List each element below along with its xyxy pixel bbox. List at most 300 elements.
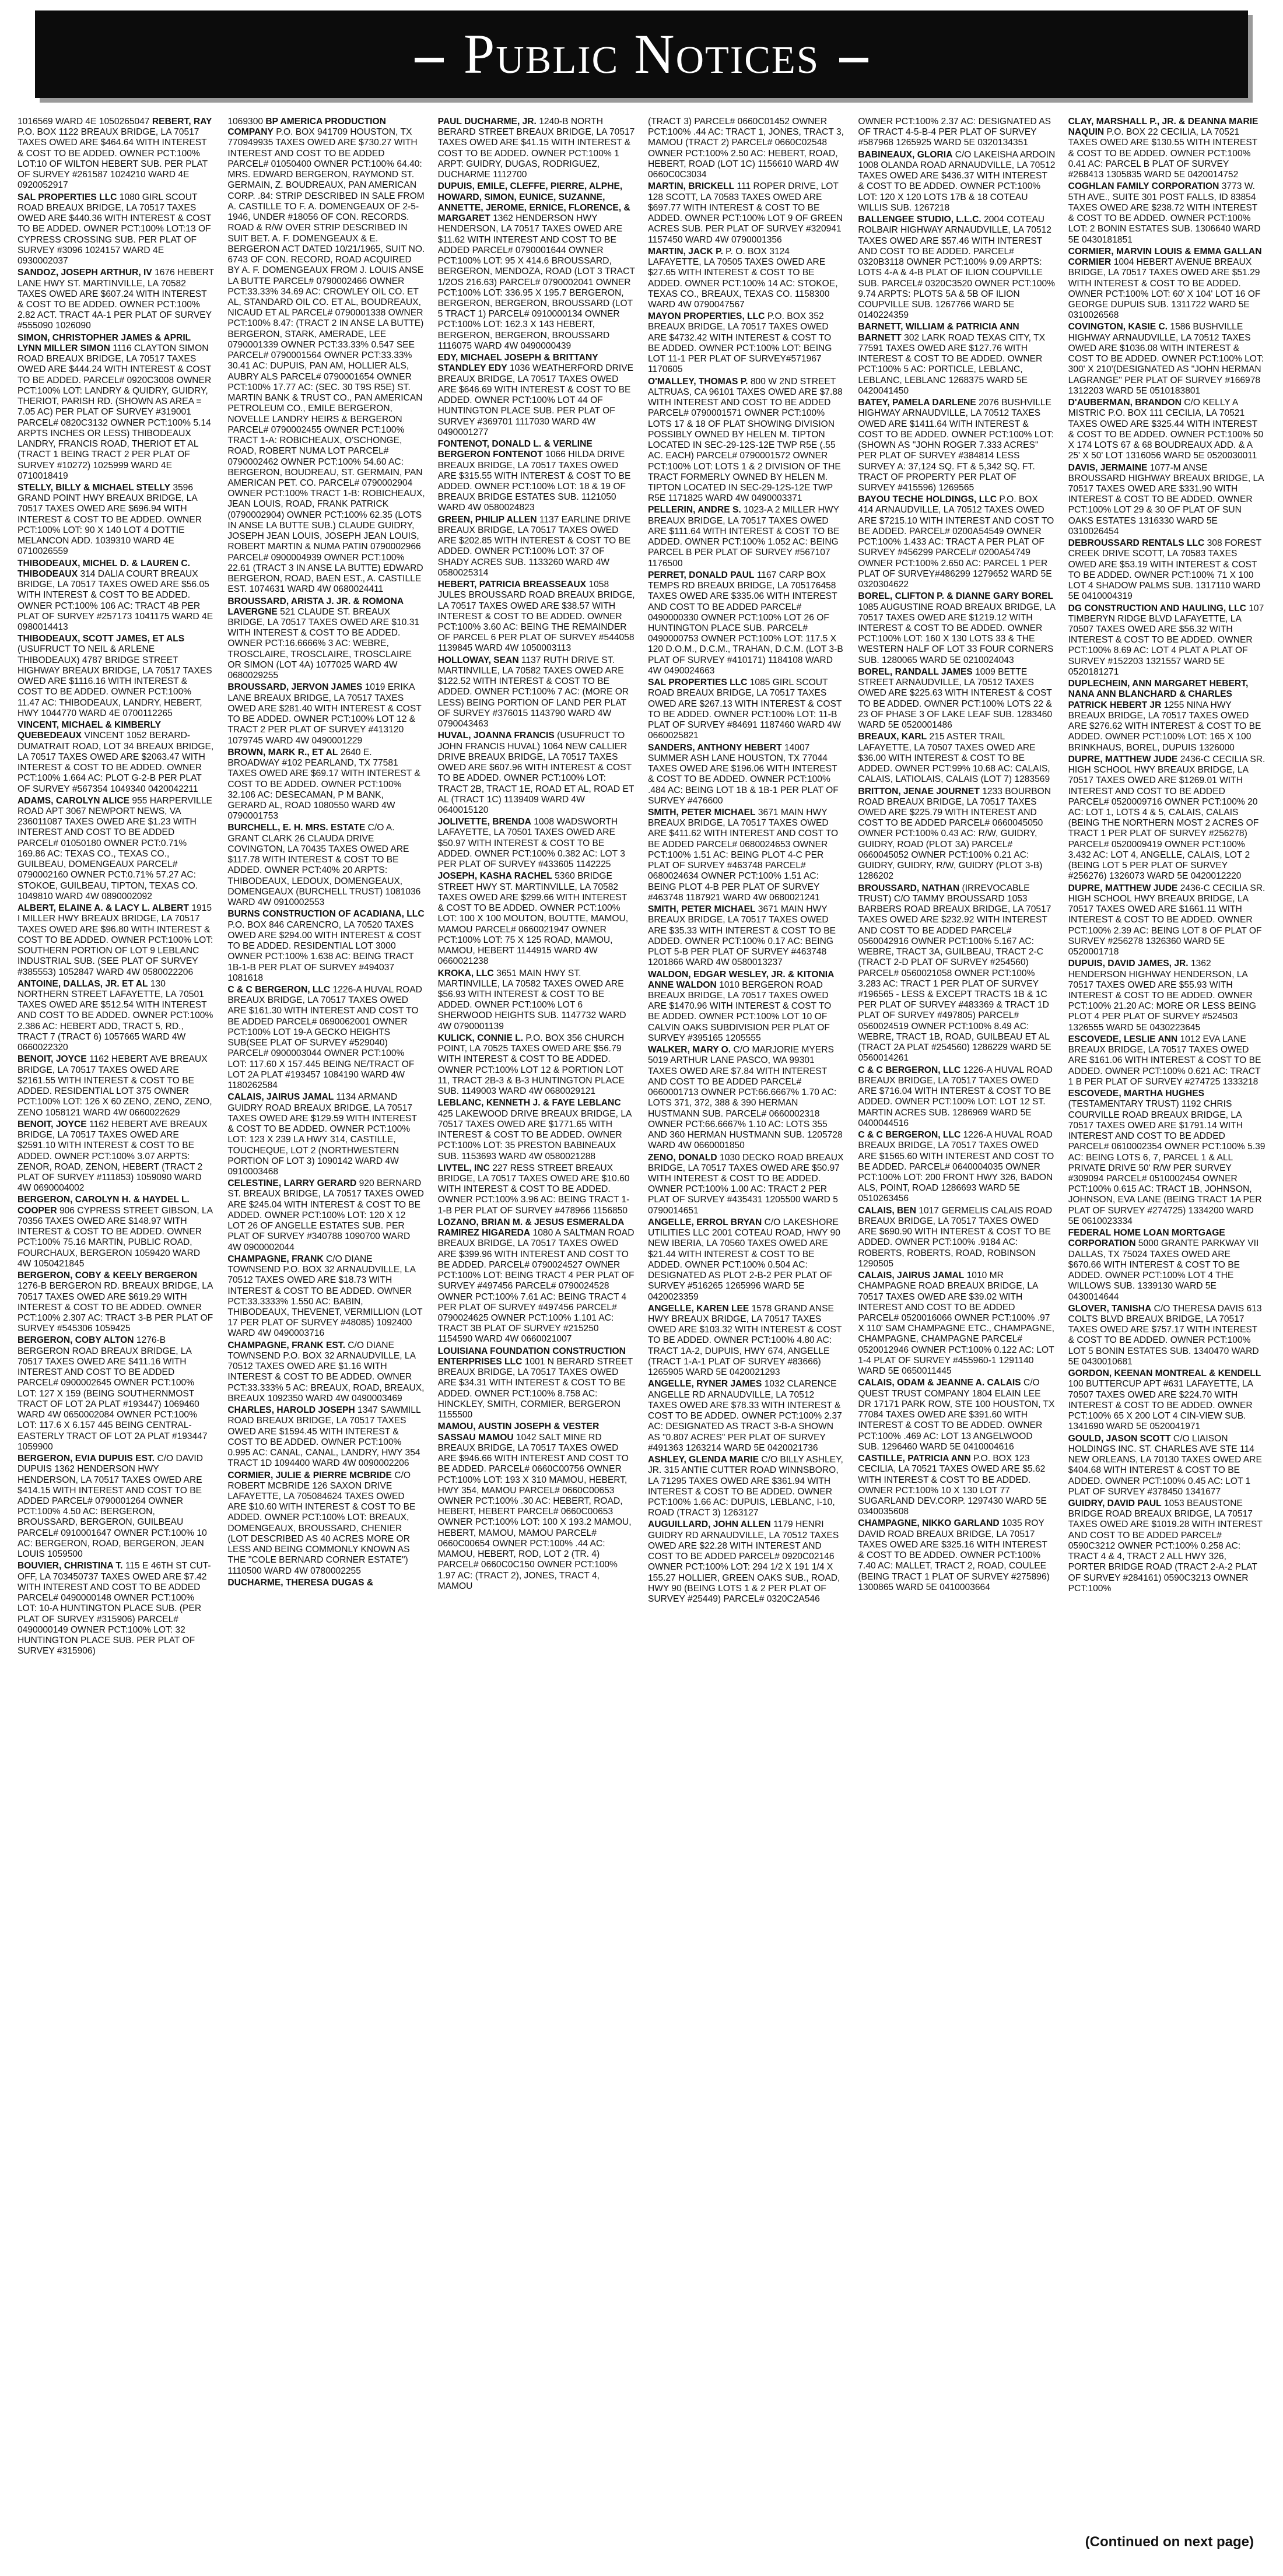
notice-entry-text: P.O. BOX 356 CHURCH POINT, LA 70525 TAXES OWED ARE $56.79 WITH INTEREST & COST TO BE ADDED. OWNER PCT:100% LOT 12 & PORTION LOT 11, TRACT 2B-3 & B-3 HUNTINGTON PLACE SUB. 1149003 WARD 4W 0680029121 <box>437 1033 625 1097</box>
notice-entry-name: SMITH, PETER MICHAEL <box>648 808 756 817</box>
notice-entry <box>17 333 215 482</box>
notice-entry-text: C/O LAKEISHA ARDOIN 1008 OLANDA ROAD ARNAUDVILLE, LA 70512 TAXES OWED ARE $436.37 WITH INTEREST & COST TO BE ADDED. OWNER PCT:100% LOT: 120 X 120 LOTS 17B & 18 COTEAU WILLIS SUB. 1267218 <box>858 149 1056 213</box>
notice-entry-text: 1008 WADSWORTH LAFAYETTE, LA 70501 TAXES OWED ARE $50.97 WITH INTEREST & COST TO BE ADDED. OWNER PCT:100% 0.382 AC: LOT 3 PER PLAT OF SURVEY #433605 1142225 <box>437 817 625 870</box>
notice-entry-text: 3773 W. 5TH AVE., SUITE 301 POST FALLS, ID 83854 TAXES OWED ARE $238.72 WITH INTEREST & COST TO BE ADDED. OWNER PCT:100% LOT: 2 BONIN ESTATES SUB. 1306640 WARD 5E 0430181851 <box>1068 181 1261 245</box>
notice-entry <box>227 909 425 984</box>
notice-entry <box>227 1178 425 1253</box>
notice-entry-text: C/O DIANE TOWNSEND P.O. BOX 32 ARNAUDVILLE, LA 70512 TAXES OWED ARE $18.73 WITH INTEREST & COST TO BE ADDED. OWNER PCT:33.3333% 1.550 AC: BABIN, THIBODEAUX, THEVENET, VERMILLION (LOT 17 PER PLAT OF SURVEY #48085) 1092400 WARD 4W 0490003716 <box>227 1254 423 1339</box>
notice-entry-name: DUPUIS, EMILE, CLEFFE, PIERRE, ALPHE, HOWARD, SIMON, EUNICE, SUZANNE, ANNETTE, JEROME, ERNICE, FLORENCE, & MARGARET <box>437 181 630 224</box>
notice-entry-text: 1042 SALT MINE RD BREAUX BRIDGE, LA 70517 TAXES OWED ARE $946.66 WITH INTEREST AND COST TO BE ADDED. PARCEL# 0660C00756 OWNER PCT:100% LOT: 193 X 310 MAMOU, HEBERT, HWY 354, MAMOU PARCEL# 0660C00653 OWNER PCT:100% .30 AC: HEBERT, ROAD, HEBERT, HEBERT PARCEL# 0660C00653 OWNER PCT:100% LOT: 100 X 193.2 MAMOU, HEBERT, MAMOU, MAMOU PARCEL# 0660C00654 OWNER PCT:100% .44 AC: MAMOU, HEBERT, ROD, LOT 2 (TR. 4) PARCEL# 0660C0C150 OWNER PCT:100% 1.97 AC: (TRACT 2), JONES, TRACT 4, MAMOU <box>437 1432 632 1591</box>
notice-entry-name: DEBROUSSARD RENTALS LLC <box>1068 538 1205 549</box>
notice-entry <box>1068 1089 1266 1227</box>
notice-entry-text: P.O. BOX 1122 BREAUX BRIDGE, LA 70517 TAXES OWED ARE $464.64 WITH INTEREST & COST TO BE ADDED. OWNER PCT:100% LOT:10 OF WILTON HEBERT SUB. PER PLAT OF SURVEY #261587 1024210 WARD 4E 0920052917 <box>17 127 208 191</box>
notice-entry <box>227 1254 425 1339</box>
notice-entry-text: 1001 N BERARD STREET BREAUX BRIDGE, LA 70517 TAXES OWED ARE $34.31 WITH INTEREST & COST TO BE ADDED. OWNER PCT:100% 8.758 AC: HINCKLEY, SMITH, CORMIER, BERGERON 1155500 <box>437 1356 633 1420</box>
notice-entry-name: CHARLES, HAROLD JOSEPH <box>227 1405 355 1416</box>
notice-entry <box>438 1163 635 1216</box>
notice-entry-name: C & C BERGERON, LLC <box>858 1065 961 1075</box>
notice-entry-name: MARTIN, JACK P. <box>648 246 723 257</box>
notice-entry-text: P.O. BOX 846 CARENCRO, LA 70520 TAXES OWED ARE $294.00 WITH INTEREST & COST TO BE ADDED. RESIDENTIAL LOT 3000 OWNER PCT:100% 1.638 AC: BEING TRACT 1B-1-B PER PLAT OF SURVEY #494037 1081618 <box>227 920 422 983</box>
notice-entry-name: JOLIVETTE, BRENDA <box>437 817 531 827</box>
notice-entry-name: SANDERS, ANTHONY HEBERT <box>648 742 782 753</box>
notice-entry <box>858 398 1055 493</box>
notice-entry <box>1068 322 1266 396</box>
notice-entry <box>438 871 635 967</box>
notice-entry <box>227 596 425 682</box>
notice-entry-name: BROUSSARD, JERVON JAMES <box>227 682 363 693</box>
notice-entry-text: 1578 GRAND ANSE HWY BREAUX BRIDGE, LA 70517 TAXES OWED ARE $103.32 WITH INTEREST & COST TO BE ADDED. OWNER PCT:100% 4.80 AC: TRACT 1A-2, DUPUIS, HWY 674, ANGELLE (TRACT 1-A-1 PLAT OF SURVEY #83666) 1265905 WARD 5E 0420021293 <box>648 1303 842 1378</box>
notice-entry-text: 1009 BETTE STREET ARNAUDVILLE, LA 70512 TAXES OWED ARE $225.63 WITH INTEREST & COST TO BE ADDED. OWNER PCT:100% LOTS 22 & 23 OF PHASE 3 OF LAKE LEAF SUB. 1283460 WARD 5E 0520001486 <box>858 666 1053 731</box>
notice-entry-name: ASHLEY, GLENDA MARIE <box>648 1455 759 1465</box>
notice-entry <box>17 634 215 719</box>
notice-entry-text: (TRACT 3) PARCEL# 0660C01452 OWNER PCT:100% .44 AC: TRACT 1, JONES, TRACT 3, MAMOU (TRACT 2) PARCEL# 0660C02548 OWNER PCT:100% 2.50 AC: HEBERT, ROAD, HEBERT, ROAD (LOT 1C) 1156610 WARD 4W 0660C0C3034 <box>648 117 844 180</box>
notice-entry-name: REBERT, RAY <box>152 117 212 127</box>
notice-entry-text: 115 E 46TH ST CUT-OFF, LA 703450737 TAXES OWED ARE $7.42 WITH INTEREST AND COST TO BE ADDED PARCEL# 0490000148 OWNER PCT:100% LOT: 10-A HUNTINGTON PLACE SUB. (PER PLAT OF SURVEY #315906) PARCEL# 0490000149 OWNER PCT:100% LOT: 32 HUNTINGTON PLACE SUB. PER PLAT OF SURVEY #315906) <box>17 1561 211 1656</box>
notice-entry-name: DUPRE, MATTHEW JUDE <box>1068 883 1178 893</box>
notice-entry-text: 1167 CARP BOX TEMPS RD BREAUX BRIDGE, LA 705176458 TAXES OWED ARE $335.06 WITH INTEREST AND COST TO BE ADDED PARCEL# 0490000330 OWNER PCT:100% LOT 26 OF HUNTINGTON PLACE SUB. PARCEL# 0490000753 OWNER PCT:100% LOT: 117.5 X 120 D.O.M., D.C.M., TRAHAN, D.C.M. (LOT 3-B PLAT OF SURVEY #410171) 1184108 WARD 4W 0490024663 <box>648 570 843 676</box>
notice-entry <box>648 808 845 903</box>
notice-entry-text: 100 BUTTERCUP APT #631 LAFAYETTE, LA 70507 TAXES OWED ARE $224.70 WITH INTEREST & COST TO BE ADDED. OWNER PCT:100% 65 X 200 LOT 4 CIN-VIEW SUB. 1341690 WARD 5E 0520041971 <box>1068 1379 1253 1432</box>
notice-entry-name: BURCHELL, E. H. MRS. ESTATE <box>227 823 366 833</box>
notice-entry-text: C/O DIANE TOWNSEND P.O. BOX 32 ARNAUDVILLE, LA 70512 TAXES OWED ARE $1.16 WITH INTEREST & COST TO BE ADDED. OWNER PCT:33.333% 5 AC: BREAUX, ROAD, BREAUX, BREAUX 1092350 WARD 4W 0490003469 <box>227 1340 425 1403</box>
notice-entry-name: ZENO, DONALD <box>648 1152 717 1163</box>
notice-entry-name: FEDERAL HOME LOAN MORTGAGE CORPORATION <box>1068 1228 1225 1249</box>
notice-entry-name: AUGUILLARD, JOHN ALLEN <box>648 1519 771 1530</box>
notice-entry <box>438 1098 635 1161</box>
notice-entry-name: LIVTEL, INC <box>437 1163 490 1173</box>
notice-entry <box>17 1195 215 1269</box>
notice-entry <box>648 1153 845 1216</box>
notice-entry-name: BERGERON, CAROLYN H. & HAYDEL L. COOPER <box>17 1195 190 1216</box>
notice-entry-name: ANTOINE, DALLAS, JR. ET AL <box>17 978 148 989</box>
header-dash-right <box>839 58 868 62</box>
notice-entry-name: CORMIER, JULIE & PIERRE MCBRIDE <box>227 1470 392 1480</box>
notice-entry-name: THIBODEAUX, SCOTT JAMES, ET ALS <box>17 634 185 644</box>
notice-entry-text: 1240-B NORTH BERARD STREET BREAUX BRIDGE, LA 70517 TAXES OWED ARE $41.15 WITH INTEREST & COST TO BE ADDED. OWNER PCT:100% 1 ARPT: GUIDRY, DUGAS, RODRIGUEZ, DUCHARME 1112700 <box>437 117 635 180</box>
notice-entry-text: 14007 SUMMER ASH LANE HOUSTON, TX 77044 TAXES OWED ARE $196.06 WITH INTEREST & COST TO BE ADDED. OWNER PCT:100% .484 AC: BEING LOT 1B & 1B-1 PER PLAT OF SURVEY #476600 <box>648 742 839 806</box>
notice-entry-name: COGHLAN FAMILY CORPORATION <box>1068 181 1219 192</box>
notice-entry-text: (TESTAMENTARY TRUST) 1192 CHRIS COURVILLE ROAD BREAUX BRIDGE, LA 70517 TAXES OWED ARE $1791.14 WITH INTEREST AND COST TO BE ADDED PARCEL# 0610002354 OWNER PCT:100% 5.39 AC: BEING LOTS 6, 7, PARCEL 1 & ALL PRIVATE DRIVE 50' R/W PER SURVEY #309094 PARCEL# 0510002454 OWNER PCT:100% 0.615 AC: TRACT 1B, JOHNSON, JOHNSON, EVA LANE (BEING TRACT 1A PER PLAT OF SURVEY #274725) 1334200 WARD 5E 0610023334 <box>1068 1099 1266 1226</box>
notice-entry-name: MAYON PROPERTIES, LLC <box>648 311 765 322</box>
notice-entry-text: 1004 HEBERT AVENUE BREAUX BRIDGE, LA 70517 TAXES OWED ARE $51.29 WITH INTEREST & COST TO BE ADDED. OWNER PCT:100% LOT: 60' X 104' LOT 16 OF GEORGE DUPUIS SUB. 1311722 WARD 5E 0310026568 <box>1068 257 1261 321</box>
notice-entry <box>227 1092 425 1177</box>
notice-entry-text: C/O LIAISON HOLDINGS INC. ST. CHARLES AVE STE 114 NEW ORLEANS, LA 70130 TAXES OWED ARE $404.68 WITH INTEREST & COST TO BE ADDED. OWNER PCT:100% 0.45 AC: LOT 1 PLAT OF SURVEY #378450 1341677 <box>1068 1433 1262 1497</box>
notice-entry-text: 1226-A HUVAL ROAD BREAUX BRIDGE, LA 70517 TAXES OWED ARE $161.30 WITH INTEREST AND COST TO BE ADDED PARCEL# 0690062001 OWNER PCT:100% LOT 19-A GECKO HEIGHTS SUB(SEE PLAT OF SURVEY #529040) PARCEL# 0900003044 OWNER PCT:100% LOT: 117.60 X 157.445 BEING NE/TRACT OF LOT 2A PLAT #193457 1084190 WARD 4W 1180262584 <box>227 984 422 1091</box>
notice-entry <box>227 823 425 908</box>
notice-entry <box>438 817 635 870</box>
notice-entry <box>858 494 1055 590</box>
notice-entry-name: HUVAL, JOANNA FRANCIS <box>437 731 555 741</box>
notice-entry-name: WALKER, MARY O. <box>648 1045 731 1055</box>
notice-entry-name: BATEY, PAMELA DARLENE <box>858 398 976 408</box>
notice-entry <box>1068 398 1266 461</box>
notice-entry-name: KROKA, LLC <box>437 968 494 978</box>
notice-entry <box>648 1379 845 1454</box>
notice-entry-text: P.O. BOX 123 CECILIA, LA 70521 TAXES OWED ARE $5.62 WITH INTEREST & COST TO BE ADDED. OWNER PCT:100% 10 X 130 LOT 77 SUGARLAND DEV.CORP. 1297430 WARD 5E 0340035608 <box>858 1454 1047 1517</box>
notice-entry <box>1068 1034 1266 1087</box>
notice-entry-text: 1085 AUGUSTINE ROAD BREAUX BRIDGE, LA 70517 TAXES OWED ARE $1219.12 WITH INTEREST & COST TO BE ADDED. OWNER PCT:100% LOT: 160 X 130 LOTS 33 & THE WESTERN HALF OF LOT 33 FOUR CORNERS SUB. 1280065 WARD 5E 0210024043 <box>858 602 1056 665</box>
notice-entry-name: SAL PROPERTIES LLC <box>648 678 748 688</box>
header-title-text: Public Notices <box>463 23 820 85</box>
notice-entry-text: 3671 MAIN HWY BREAUX BRIDGE, LA 70517 TAXES OWED ARE $411.62 WITH INTEREST AND COST TO BE ADDED PARCEL# 0680024653 OWNER PCT:100% 1.51 AC: BEING PLOT 4-C PER PLAT OF SURVEY #463748 PARCEL# 0680024634 OWNER PCT:100% 1.51 AC: BEING PLOT 4-B PER PLAT OF SURVEY #463748 1187921 WARD 4W 0680021241 <box>648 808 839 903</box>
notice-entry-name: SANDOZ, JOSEPH ARTHUR, IV <box>17 268 152 278</box>
notice-entry-text: 1036 WEATHERFORD DRIVE BREAUX BRIDGE, LA 70517 TAXES OWED ARE $646.69 WITH INTEREST & COST TO BE ADDED. OWNER PCT:100% LOT 44 OF HUNTINGTON PLACE SUB. PER PLAT OF SURVEY #369701 1117030 WARD 4W 0490001277 <box>437 363 633 437</box>
notice-entry-name: CORMIER, MARVIN LOUIS & EMMA GALLAN CORMIER <box>1068 246 1262 268</box>
notice-entry-name: KULICK, CONNIE L. <box>437 1033 524 1043</box>
notice-entry-name: BOREL, CLIFTON P. & DIANNE GARY BOREL <box>858 591 1054 602</box>
notice-entry-name: DUPLECHEIN, ANN MARGARET HEBERT, NANA ANN BLANCHARD & CHARLES PATRICK HEBERT JR <box>1068 679 1249 710</box>
notice-entry-text: 1066 HILDA DRIVE BREAUX BRIDGE, LA 70517 TAXES OWED ARE $315.55 WITH INTEREST & COST TO BE ADDED. OWNER PCT:100% LOT: 18 & 19 OF BREAUX BRIDGE ESTATES SUB. 1121050 WARD 4W 0580024823 <box>437 450 631 513</box>
header-dash-left <box>415 58 444 62</box>
notice-entry-name: STELLY, BILLY & MICHAEL STELLY <box>17 482 170 493</box>
notice-entry-text: 1012 EVA LANE BREAUX BRIDGE, LA 70517 TAXES OWED ARE $161.06 WITH INTEREST & COST TO BE ADDED. OWNER PCT:100% 0.621 AC: TRACT 1 B PER PLAT OF SURVEY #274725 1333218 <box>1068 1034 1261 1087</box>
notice-entry-text: (IRREVOCABLE TRUST) C/O TAMMY BROUSSARD 1053 BARBERS ROAD BREAUX BRIDGE, LA 70517 TAXES OWED ARE $232.92 WITH INTEREST AND COST TO BE ADDED PARCEL# 0560042916 OWNER PCT:100% 5.167 AC: WEBRE, TRACT 3A, GUILBEAU, TRACT 2-C (TRACT 2-D PLAT OF SURVEY #254560) PARCEL# 0560021058 OWNER PCT:100% 3.283 AC: TRACT 1 PER PLAT OF SURVEY #196565 - LESS & EXCEPT TRACTS 1B & 1C PER PLAT OF SURVEY #483369 & TRACT 1D PLAT OF SURVEY #497805) PARCEL# 0560024519 OWNER PCT:100% 8.49 AC: WEBRE, TRACT 1B, ROAD, GUILBEAU ET AL (TRACT 2A PLAT #254560) 1286229 WARD 5E 0560014261 <box>858 883 1051 1064</box>
notice-entry-name: SIMON, CHRISTOPHER JAMES & APRIL LYNN MILLER SIMON <box>17 332 191 353</box>
notice-entry-name: BROUSSARD, NATHAN <box>858 883 960 893</box>
notice-column-3 <box>438 117 635 2536</box>
notice-entry-text: 1347 SAWMILL ROAD BREAUX BRIDGE, LA 70517 TAXES OWED ARE $1594.45 WITH INTEREST & COST TO BE ADDED. OWNER PCT:100% 0.995 AC: CANAL, CANAL, LANDRY, HWY 354 TRACT 1D 1094400 WARD 4W 0090002206 <box>227 1405 421 1469</box>
notice-entry-text: 1915 I MILLER HWY BREAUX BRIDGE, LA 70517 TAXES OWED ARE $96.80 WITH INTEREST & COST TO BE ADDED. OWNER PCT:100% LOT: SOUTHERN PORTION OF LOT 9 LEBLANC INDUSTRIAL SUB. (SEE PLAT OF SURVEY #385553) 1052847 WARD 4W 0580022206 <box>17 903 213 977</box>
notice-entry-name: BERGERON, COBY & KEELY BERGERON <box>17 1271 198 1281</box>
notice-entry-name: CASTILLE, PATRICIA ANN <box>858 1454 971 1464</box>
notice-entry <box>858 1206 1055 1269</box>
notice-entry <box>858 1271 1055 1377</box>
notice-entry-text: 130 NORTHERN STREET LAFAYETTE, LA 70501 TAXES OWED ARE $512.54 WITH INTEREST AND COST TO BE ADDED. OWNER PCT:100% 2.386 AC: HEBERT ADD, TRACT 5, RD., TRACT 7 (TRACT 6) 1057665 WARD 4W 0660022320 <box>17 978 213 1053</box>
notice-entry <box>648 181 845 245</box>
notice-entry <box>438 181 635 352</box>
notice-entry <box>648 247 845 310</box>
notice-entry-text: C/O BILLY ASHLEY, JR. 315 ANTIE CUTTER ROAD WINNSBORO, LA 71295 TAXES OWED ARE $361.94 WITH INTEREST & COST TO BE ADDED. OWNER PCT:100% 1.66 AC: DUPUIS, LEBLANC, I-10, ROAD (TRACT 3) 1263127 <box>648 1455 843 1518</box>
notice-entry-name: THIBODEAUX, MICHEL D. & LAUREN C. THIBODEAUX <box>17 558 190 579</box>
notice-entry-text: 308 FOREST CREEK DRIVE SCOTT, LA 70583 TAXES OWED ARE $53.19 WITH INTEREST & COST TO BE ADDED. OWNER PCT:100% 71 X 100 LOT 4 SHADOW PALMS SUB. 1317110 WARD 5E 0410004319 <box>1068 538 1261 602</box>
notice-entry-name: COVINGTON, KASIE C. <box>1068 322 1168 332</box>
notice-entry-text: C/O MARJORIE MYERS 5019 ARTHUR LANE PASCO, WA 99301 TAXES OWED ARE $7.84 WITH INTEREST AND COST TO BE ADDED PARCEL# 0660001713 OWNER PCT:66.6667% 1.70 AC: LOTS 371, 372, 388 & 390 HERMAN HUSTMANN SUB. PARCEL# 0660002318 OWNER PCT:66.6667% 1.10 AC: LOTS 355 AND 360 HERMAN HUSTMANN SUB. 1205728 WARD 4W 0660001850 <box>648 1045 843 1151</box>
notice-entry <box>17 1454 215 1560</box>
notice-entry-text: 1058 JULES BROUSSARD ROAD BREAUX BRIDGE, LA 70517 TAXES OWED ARE $38.57 WITH INTEREST & COST TO BE ADDED. OWNER PCT:100% 3.60 AC: BEING THE REMAINDER OF PARCEL 6 PER PLAT OF SURVEY #544058 1139845 WARD 4W 1050003113 <box>437 580 635 654</box>
notice-entry-name: BARNETT, WILLIAM & PATRICIA ANN BARNETT <box>858 322 1019 343</box>
notice-entry <box>438 580 635 654</box>
notice-entry-text: 800 W 2ND STREET ALTRUAS, CA 96101 TAXES OWED ARE $7.88 WITH INTEREST AND COST TO BE ADDED PARCEL# 0790001571 OWNER PCT:100% LOTS 17 & 18 OF PLAT SHOWING DIVISION POSSIBLY OWNED BY HELEN M. TIPTON LOCATED IN SEC-29-12S-12E TWP R5E (.55 AC. EACH) PARCEL# 0790001572 OWNER PCT:100% LOT: LOTS 1 & 2 DIVISION OF THE TRACT FORMERLY OWNED BY HELEN M. TIPTON LOCATED IN SEC-29-12S-12E TWP R5E 1171825 WARD 4W 0490003371 <box>648 376 843 504</box>
notice-entry <box>648 117 845 180</box>
notice-entry <box>227 1405 425 1469</box>
notice-entry <box>1068 538 1266 602</box>
notice-entry-name: PELLERIN, ANDRE S. <box>648 505 741 515</box>
notice-entry-name: C & C BERGERON, LLC <box>227 984 331 995</box>
notice-entry <box>648 311 845 375</box>
notice-entry <box>17 268 215 331</box>
notice-entry-id: 1016569 WARD 4E 1050265047 <box>17 117 150 127</box>
notice-entry <box>1068 1498 1266 1594</box>
notice-entry-text: 2004 COTEAU ROLBAIR HIGHWAY ARNAUDVILLE, LA 70512 TAXES OWED ARE $57.46 WITH INTEREST AND COST TO BE ADDED. PARCEL# 0320B3118 OWNER PCT:100% 9.09 ARPTS: LOTS 4-A & 4-B PLAT OF ILION COUPVILLE SUB. PARCEL# 0320C3520 OWNER PCT:100% 9.74 ARPTS: PLOTS 5A & 5B OF ILION COUPVILLE SUB. 1267766 WARD 5E 0140224359 <box>858 215 1056 321</box>
notice-entry-name: BAYOU TECHE HOLDINGS, LLC <box>858 494 997 505</box>
notice-entry <box>17 1119 215 1194</box>
notice-entry-name: LEBLANC, KENNETH J. & FAYE LEBLANC <box>437 1098 621 1108</box>
notice-entry-text: P. O. BOX 3124 LAFAYETTE, LA 70505 TAXES OWED ARE $27.65 WITH INTEREST & COST TO BE ADDED. OWNER PCT:100% 14 AC: STOKOE, TEXAS CO., BREAUX, TEXAS CO. 1158300 WARD 4W 0790047567 <box>648 246 838 310</box>
notice-entry <box>858 1130 1055 1205</box>
notice-entry <box>1068 1434 1266 1497</box>
notice-entry <box>858 322 1055 396</box>
notice-entry-name: BROWN, MARK R., ET AL <box>227 747 338 757</box>
notice-entry-name: DG CONSTRUCTION AND HAULING, LLC <box>1068 603 1246 613</box>
notice-entry-name: BP AMERICA PRODUCTION COMPANY <box>227 117 386 138</box>
continued-notice: (Continued on next page) <box>1085 2534 1254 2550</box>
notice-entry <box>858 883 1055 1064</box>
notice-column-1 <box>17 117 215 2536</box>
notice-entry-name: C & C BERGERON, LLC <box>858 1130 961 1140</box>
notice-entry <box>1068 247 1266 321</box>
notice-entry-text: C/O DAVID DUPUIS 1362 HENDERSON HWY HENDERSON, LA 70517 TAXES OWED ARE $414.15 WITH INTEREST AND COST TO BE ADDED PARCEL# 0790001264 OWNER PCT:100% 4.50 AC: BERGERON, BROUSSARD, BERGERON, GUILBEAU PARCEL# 0910001647 OWNER PCT:100% 10 AC: BERGERON, ROAD, BERGERON, JEAN LOUIS 1059500 <box>17 1454 207 1560</box>
notice-entry-text: 1010 MR CHAMPAGNE ROAD BREAUX BRIDGE, LA 70517 TAXES OWED ARE $39.02 WITH INTEREST AND COST TO BE ADDED PARCEL# 0520016066 OWNER PCT:100% .97 X 110' SAM CHAMPAGNE ETC., CHAMPAGNE, CHAMPAGNE, CHAMPAGNE PARCEL# 0520012946 OWNER PCT:100% 0.122 AC: LOT 1-4 PLAT OF SURVEY #455960-1 1291140 WARD 5E 0650011445 <box>858 1271 1054 1377</box>
notice-entry-text: 5000 GRANTE PARKWAY VII DALLAS, TX 75024 TAXES OWED ARE $670.66 WITH INTEREST & COST TO BE ADDED. OWNER PCT:100% LOT 4 THE WILLOWS SUB. 1339130 WARD 5E 0430014644 <box>1068 1238 1259 1302</box>
notice-entry-name: WALDON, EDGAR WESLEY, JR. & KITONIA ANNE WALDON <box>648 969 834 990</box>
notice-column-5 <box>858 117 1055 2536</box>
notice-entry-text: 302 LARK ROAD TEXAS CITY, TX 77591 TAXES OWED ARE $127.76 WITH INTEREST & COST TO BE ADDED. OWNER PCT:100% 5 AC: PORTICLE, LEBLANC, LEBLANC, LEBLANC 1268375 WARD 5E 0420041450 <box>858 332 1045 396</box>
notice-entry <box>648 1045 845 1151</box>
notice-entry-name: BALLENGEE STUDIO, L.L.C. <box>858 215 981 225</box>
notice-entry-name: GREEN, PHILIP ALLEN <box>437 514 537 525</box>
notice-entry-name: GLOVER, TANISHA <box>1068 1303 1152 1314</box>
notice-entry <box>438 655 635 730</box>
notice-entry-text: C/O QUEST TRUST COMPANY 1804 ELAIN LEE DR 17171 PARK ROW, STE 100 HOUSTON, TX 77084 TAXES OWED ARE $391.60 WITH INTEREST & COST TO BE ADDED. OWNER PCT:100% .469 AC: LOT 13 ANGELWOOD SUB. 1296460 WARD 5E 0410004616 <box>858 1378 1055 1452</box>
notice-entry <box>1068 117 1266 180</box>
notice-entry <box>17 1271 215 1334</box>
notice-entry <box>17 559 215 633</box>
notice-entry-name: CALAIS, JAIRUS JAMAL <box>227 1092 334 1103</box>
notice-column-4 <box>648 117 845 2536</box>
notice-entry-text: 1080 A SALTMAN ROAD BREAUX BRIDGE, LA 70517 TAXES OWED ARE $399.96 WITH INTEREST AND COST TO BE ADDED. PARCEL# 0790024527 OWNER PCT:100% LOT: BEING TRACT 4 PER PLAT OF SURVEY #497456 PARCEL# 0790024528 OWNER PCT:100% 7.61 AC: BEING TRACT 4 PER PLAT OF SURVEY #497456 PARCEL# 0790024625 OWNER PCT:100% 1.101 AC: TRACT 3B PLAT OF SURVEY #215250 1154590 WARD 4W 0660021007 <box>437 1228 635 1345</box>
notice-entry-text: 2436-C CECILIA SR. HIGH SCHOOL HWY BREAUX BRIDGE, LA 70517 TAXES OWED ARE $1661.11 WITH INTEREST & COST TO BE ADDED. OWNER PCT:100% 2.39 AC: BEING LOT 8 OF PLAT OF SURVEY #256278 1326360 WARD 5E 0520001718 <box>1068 883 1266 957</box>
notice-entry <box>17 1561 215 1656</box>
notice-entry-text: 1137 RUTH DRIVE ST. MARTINVILLE, LA 70582 TAXES OWED ARE $122.52 WITH INTEREST & COST TO BE ADDED. OWNER PCT:100% 7 AC: (MORE OR LESS) BEING PORTION OF LAND PER PLAT OF SURVEY #376015 1143790 WARD 4W 0790043463 <box>437 655 629 729</box>
notice-entry <box>17 796 215 902</box>
notice-entry <box>1068 1304 1266 1367</box>
notice-entry-text: 2076 BUSHVILLE HIGHWAY ARNAUDVILLE, LA 70512 TAXES OWED ARE $1411.64 WITH INTEREST & COST TO BE ADDED. OWNER PCT:100% LOT: (SHOWN AS "JOHN ROGER 7.333 ACRES" PER PLAT OF SURVEY #384814 LESS SURVEY A: 37,124 SQ. FT & 5,342 SQ. FT. TRACT OF PROPERTY PER PLAT OF SURVEY #415596) 1269565 <box>858 398 1054 493</box>
notice-entry <box>17 979 215 1054</box>
notice-entry-text: C/O LAKESHORE UTILITIES LLC 2001 COTEAU ROAD, HWY 90 NEW IBERIA, LA 70560 TAXES OWED ARE $21.44 WITH INTEREST & COST TO BE ADDED. OWNER PCT:100% 0.504 AC: DESIGNATED AS PLOT 2-B-2 PER PLAT OF SURVEY #516265 1265996 WARD 5E 0420023359 <box>648 1217 840 1302</box>
notice-entry-name: BENOIT, JOYCE <box>17 1119 87 1129</box>
notice-entry <box>1068 181 1266 245</box>
notice-entry-name: BRITTON, JENAE JOURNET <box>858 786 980 796</box>
notice-entry <box>438 968 635 1032</box>
notice-entry-text: C/O KELLY A MISTRIC P.O. BOX 111 CECILIA, LA 70521 TAXES OWED ARE $325.44 WITH INTEREST & COST TO BE ADDED. OWNER PCT:100% 50 X 174 LOTS 67 & 68 BOUDREAUX ADD. & A 25' X 50' LOT 1316056 WARD 5E 0520030011 <box>1068 398 1264 461</box>
notice-entry-text: 2640 E. BROADWAY #102 PEARLAND, TX 77581 TAXES OWED ARE $69.17 WITH INTEREST & COST TO BE ADDED. OWNER PCT:100% 32.106 AC: DESECAMAN, P M BANK, GERARD AL, ROAD 1080550 WARD 4W 0790001753 <box>227 747 420 822</box>
notice-entry-text: 1255 NINA HWY BREAUX BRIDGE, LA 70517 TAXES OWED ARE $276.62 WITH INTEREST & COST TO BE ADDED. OWNER PCT:100% LOT: 165 X 100 BRINKHAUS, BOREL, DUPUIS 1326000 <box>1068 700 1261 753</box>
notice-entry-text: 1233 BOURBON ROAD BREAUX BRIDGE, LA 70517 TAXES OWED ARE $225.79 WITH INTEREST AND COST TO BE ADDED PARCEL# 0660045050 OWNER PCT:100% 0.43 AC: R/W, GUIDRY, GUIDRY, ROAD (PLOT 3A) PARCEL# 0660045052 OWNER PCT:100% 0.21 AC: GUIDRY, GUIDRY, R/W, GUIDRY (PLOT 3-B) 1286202 <box>858 786 1051 882</box>
notice-entry-name: ALBERT, ELAINE A. & LACY L. ALBERT <box>17 903 189 914</box>
notice-entry-text: 1226-A HUVAL ROAD BREAUX BRIDGE, LA 70517 TAXES OWED ARE $1565.60 WITH INTEREST AND COST TO BE ADDED. PARCEL# 0640004035 OWNER PCT:100% LOT: 200 FRONT HWY 326, BADON ALS, POINT, ROAD 1286693 WARD 5E 0510263456 <box>858 1130 1054 1204</box>
notice-entry-text: 111 ROPER DRIVE, LOT 128 SCOTT, LA 70583 TAXES OWED ARE $697.77 WITH INTEREST & COST TO BE ADDED. OWNER PCT:100% LOT 9 OF GREEN ACRES SUB. PER PLAT OF SURVEY #320941 1157450 WARD 4W 0790001356 <box>648 181 843 245</box>
notice-entry-name: ESCOVEDE, LESLIE ANN <box>1068 1034 1178 1044</box>
notice-entry <box>648 1455 845 1518</box>
notice-entry-name: LOZANO, BRIAN M. & JESUS ESMERALDA RAMIREZ HIGAREDA <box>437 1217 624 1238</box>
notice-entry-text: 215 ASTER TRAIL LAFAYETTE, LA 70507 TAXES OWED ARE $36.00 WITH INTEREST & COST TO BE ADDED. OWNER PCT:99% 10.68 AC: CALAIS, CALAIS, LATIOLAIS, CALAIS (LOT 7) 1283569 <box>858 732 1050 785</box>
notice-entry-text: (USUFRUCT TO JOHN FRANCIS HUVAL) 1064 NEW CALLIER DRIVE BREAUX BRIDGE, LA 70517 TAXES OWED ARE $607.96 WITH INTEREST & COST TO BE ADDED. OWNER PCT:100% LOT: TRACT 2B, TRACT 1E, ROAD ET AL, ROAD ET AL (TRACT 1C) 1139409 WARD 4W 0640015120 <box>437 731 635 815</box>
notice-entry-text: P.O. BOX 941709 HOUSTON, TX 770949935 TAXES OWED ARE $730.27 WITH INTEREST AND COST TO BE ADDED PARCEL# 01050400 OWNER PCT:100% 64.40: MRS. EDWARD BERGERON, RAYMOND ST. GERMAIN, Z. BOUDREAUX, PAN AMERICAN CORP. .84: STRIP DESCRIBED IN SALE FROM A. CASTILLE TO F. A. DOMENGEAUX OF 2-5-1946, UNDER #18056 OF CON. RECORDS. ROAD & R/W OVER STRIP DESCRIBED IN SUIT BET. A. F. DOMENGEAUX & E. BERGERON ACT DATED 10/21/1965, SUIT NO. 6743 OF CON. RECORD, ROAD ACQUIRED BY A. F. DOMENGEAUX FROM J. LOUIS ANSE LA BUTTE PARCEL# 0790002466 OWNER PCT:33.33% 34.69 AC: CROWLEY OIL CO. ET AL, STANDARD OIL CO. ET AL, BOUDREAUX, NICAUD ET AL PARCEL# 0790001338 OWNER PCT:100% 8.47: (TRACT 2 IN ANSE LA BUTTE) BERGERON, STARK, AMERADE, LEE 0790001339 OWNER PCT:33.33% 0.547 SEE PARCEL# 0790001564 OWNER PCT:33.33% 30.41 AC: DUPUIS, PAN AM, HOLLIER ALS, AUBRY ALS PARCEL# 0790001654 OWNER PCT:100% 17.77 AC: (SEC. 30 T9S R5E) ST. MARTIN BANK & TRUST CO., PAN AMERICAN PETROLEUM CO., EMILE BERGERON, NOVELLE LANDRY HEIRS & BERGERON PARCEL# 0790002455 OWNER PCT:100% TRACT 1-A: ROBICHEAUX, O'SCHONGE, ROAD, ROBERT NUMA LOT PARCEL# 0790002462 OWNER PCT:100% 54.60 AC: BERGERON, BOUDREAU, ST. GERMAIN, PAN AMERICAN PET. CO. PARCEL# 0790002904 OWNER PCT:100% TRACT 1-B: ROBICHEAUX, JEAN LOUIS, ROAD, FRANK PATRICK (0790002904) OWNER PCT:100% 62.35 (LOTS IN ANSE LA BUTTE SUB.) CLAUDE GUIDRY, JOSEPH JEAN LOUIS, JOSEPH JEAN LOUIS, ROBERT MARTIN & NUMA PATIN 0790002966 PARCEL# 0900004939 OWNER PCT:100% 22.61 (TRACT 3 IN ANSE LA BUTTE) EDWARD BERGERON, ROAD, BAEN EST., A. CASTILLE EST. 1074631 WARD 4W 0680024411 <box>227 127 425 595</box>
notice-entry-text: 1032 CLARENCE ANGELLE RD ARNAUDVILLE, LA 70512 TAXES OWED ARE $78.33 WITH INTEREST & COST TO BE ADDED. OWNER PCT:100% 2.37 AC: DESIGNATED AS TRACT 3-B-A SHOWN AS "0.807 ACRES" PER PLAT OF SURVEY #491363 1263214 WARD 5E 0420021736 <box>648 1379 842 1453</box>
notice-entry-name: CHAMPAGNE, FRANK <box>227 1254 324 1264</box>
notice-entry <box>648 1519 845 1605</box>
notice-entry-text: 1053 BEAUSTONE BRIDGE ROAD BREAUX BRIDGE, LA 70517 TAXES OWED ARE $1019.28 WITH INTEREST AND COST TO BE ADDED PARCEL# 0590C3212 OWNER PCT:100% 0.258 AC: TRACT 4 & 4, TRACT 2 ALL HWY 326, PORTER BRIDGE ROAD (TRACT 2-A-2 PLAT OF SURVEY #284161) 0590C3213 OWNER PCT:100% <box>1068 1498 1263 1594</box>
notice-entry <box>648 1217 845 1303</box>
notice-column-6 <box>1068 117 1266 2536</box>
notice-entry-text: 1586 BUSHVILLE HIGHWAY ARNAUDVILLE, LA 70512 TAXES OWED ARE $1036.08 WITH INTEREST & COST TO BE ADDED. OWNER PCT:100% LOT: 300' X 210'(DESIGNATED AS "JOHN HERMAN LAGRANGE" PER PLAT OF SURVEY #166978 1312203 WARD 5E 0510183801 <box>1068 322 1264 396</box>
notice-entry-name: EDY, MICHAEL JOSEPH & BRITTANY STANDLEY EDY <box>437 353 598 374</box>
notice-entry <box>1068 754 1266 882</box>
notice-entry-text: 906 CYPRESS STREET GIBSON, LA 70356 TAXES OWED ARE $148.97 WITH INTEREST & COST TO BE ADDED. OWNER PCT:100% 75.16 MARTIN, PUBLIC ROAD, FOURCHAUX, BERGERON 1059420 WARD 4W 1050421845 <box>17 1205 213 1269</box>
notice-entry <box>858 150 1055 213</box>
notice-entry <box>227 117 425 595</box>
notice-entry <box>858 787 1055 882</box>
notice-entry-name: CALAIS, BEN <box>858 1205 916 1216</box>
notice-entry-text: 1276-B BERGERON RD. BREAUX BRIDGE, LA 70517 TAXES OWED ARE $619.29 WITH INTEREST & COST TO BE ADDED. OWNER PCT:100% 2.307 AC: TRACT 3-B PER PLAT OF SURVEY #545306 1059425 <box>17 1281 213 1334</box>
notice-entry <box>227 682 425 746</box>
notice-entry-name: BOUVIER, CHRISTINA T. <box>17 1561 123 1571</box>
notice-entry-name: D'AUBERMAN, BRANDON <box>1068 398 1182 408</box>
notice-entry-name: DUCHARME, THERESA DUGAS & <box>227 1577 374 1588</box>
notice-entry-text: 521 CLAUDE ST. BREAUX BRIDGE, LA 70517 TAXES OWED ARE $10.31 WITH INTEREST & COST TO BE ADDED. OWNER PCT:16.6666% 3 AC: WEBRE, TROSCLAIRE, TROSCLAIRE, TROSCLAIRE OR SIMON (LOT 4A) 1077025 WARD 4W 0680029255 <box>227 606 420 681</box>
notice-entry <box>858 1065 1055 1129</box>
notice-entry-name: CHAMPAGNE, NIKKO GARLAND <box>858 1518 1000 1529</box>
notice-entry <box>438 1346 635 1421</box>
notice-entry <box>1068 883 1266 958</box>
notice-entry-text: 955 HARPERVILLE ROAD APT 3067 NEWPORT NEWS, VA 236011087 TAXES OWED ARE $1.23 WITH INTEREST AND COST TO BE ADDED PARCEL# 01050180 OWNER PCT:0.71% 169.86 AC: TEXAS CO., TEXAS CO., GUILBEAU, DOMENGEAUX PARCEL# 0790002160 OWNER PCT:0.71% 57.27 AC: STOKOE, GUILBEAU, TIPTON, TEXAS CO. 1049810 WARD 4W 0890002092 <box>17 795 212 901</box>
notice-column-2 <box>227 117 425 2536</box>
notice-entry-text: 1676 HEBERT LANE HWY ST. MARTINVILLE, LA 70582 TAXES OWED ARE $607.24 WITH INTEREST & COST TO BE ADDED. OWNER PCT:100% 2.82 ACT. TRACT 4A-1 PER PLAT OF SURVEY #555090 1026090 <box>17 268 214 331</box>
notice-entry-name: GORDON, KEENAN MONTREAL & KENDELL <box>1068 1368 1261 1379</box>
notice-entry <box>438 731 635 816</box>
notice-entry-name: BERGERON, COBY ALTON <box>17 1335 134 1346</box>
notice-entry <box>1068 463 1266 538</box>
page-header <box>35 10 1248 98</box>
notice-entry-name: DAVIS, JERMAINE <box>1068 462 1148 473</box>
notice-entry-name: DUPRE, MATTHEW JUDE <box>1068 754 1178 764</box>
notice-entry-name: SMITH, PETER MICHAEL <box>648 904 756 915</box>
notice-entry-text: 1035 ROY DAVID ROAD BREAUX BRIDGE, LA 70517 TAXES OWED ARE $325.16 WITH INTEREST & COST TO BE ADDED. OWNER PCT:100% 7.40 AC: MALLET, TRACT 2, ROAD, COULEE (BEING TRACT 1 PLAT OF SURVEY #275896) 1300865 WARD 5E 0410003664 <box>858 1518 1050 1592</box>
notice-entry-name: ESCOVEDE, MARTHA HUGHES <box>1068 1089 1205 1099</box>
notice-entry <box>1068 603 1266 678</box>
notice-entry-name: ANGELLE, KAREN LEE <box>648 1303 749 1314</box>
notice-entry-text: 3651 MAIN HWY ST. MARTINVILLE, LA 70582 TAXES OWED ARE $56.93 WITH INTEREST & COST TO BE ADDED. OWNER PCT:100% LOT 6 SHERWOOD HEIGHTS SUB. 1147732 WARD 4W 0790001139 <box>437 968 626 1031</box>
notice-entry-name: MARTIN, BRICKELL <box>648 181 735 192</box>
notice-entry <box>648 970 845 1044</box>
notice-entry <box>858 117 1055 149</box>
notice-entry <box>648 505 845 568</box>
notice-entry-name: PAUL DUCHARME, JR. <box>437 117 537 127</box>
notice-entry <box>438 439 635 514</box>
notice-entry-name: CALAIS, JAIRUS JAMAL <box>858 1271 965 1281</box>
notice-entry-name: BABINEAUX, GLORIA <box>858 149 953 160</box>
notices-columns <box>17 117 1266 2536</box>
notice-entry-name: HOLLOWAY, SEAN <box>437 655 519 665</box>
notice-entry <box>17 1335 215 1452</box>
notice-entry-text: 1080 GIRL SCOUT ROAD BREAUX BRIDGE, LA 70517 TAXES OWED ARE $440.36 WITH INTEREST & COST TO BE ADDED. OWNER PCT:100% LOT:13 OF CYPRESS CROSSING SUB. PER PLAT OF SURVEY #3096 1024157 WARD 4E 0930002037 <box>17 192 212 266</box>
notice-entry-name: CLAY, MARSHALL P., JR. & DEANNA MARIE NAQUIN <box>1068 117 1259 138</box>
notice-entry-text: 1134 ARMAND GUIDRY ROAD BREAUX BRIDGE, LA 70517 TAXES OWED ARE $129.59 WITH INTEREST & COST TO BE ADDED. OWNER PCT:100% LOT: 123 X 239 LA HWY 314, CASTILLE, TOUCHEQUE, LOT 2 (NORTHWESTERN PORTION OF LOT 3) 1090142 WARD 4W 0910003468 <box>227 1092 417 1177</box>
notice-entry <box>227 1471 425 1577</box>
notice-entry <box>17 720 215 795</box>
notice-entry <box>648 377 845 504</box>
notice-entry <box>648 904 845 968</box>
notice-entry-name: ADAMS, CAROLYN ALICE <box>17 795 130 806</box>
notice-entry-name: GUIDRY, DAVID PAUL <box>1068 1498 1162 1508</box>
notice-entry-text: 1019 ERIKA LANE BREAUX BRIDGE, LA 70517 TAXES OWED ARE $281.40 WITH INTEREST & COST TO BE ADDED. OWNER PCT:100% LOT 12 & TRACT 2 PER PLAT OF SURVEY #413120 1079745 WARD 4W 0490001229 <box>227 682 422 746</box>
notice-entry <box>858 1454 1055 1517</box>
notice-entry-name: JOSEPH, KASHA RACHEL <box>437 871 552 882</box>
notice-entry <box>227 1578 425 1588</box>
notice-entry-text: C/O THERESA DAVIS 613 COLTS BLVD BREAUX BRIDGE, LA 70517 TAXES OWED ARE $757.17 WITH INTEREST & COST TO BE ADDED. OWNER PCT:100% LOT 5 BONIN ESTATES SUB. 1340470 WARD 5E 0430010681 <box>1068 1303 1262 1367</box>
notice-entry-text: 3596 GRAND POINT HWY BREAUX BRIDGE, LA 70517 TAXES OWED ARE $696.94 WITH INTEREST & COST TO BE ADDED. OWNER PCT:100% LOT: 90 X 140 LOT 4 DOTTIE MELANCON ADD. 1039310 WARD 4E 0710026559 <box>17 482 202 557</box>
notice-entry-text: P.O. BOX 414 ARNAUDVILLE, LA 70512 TAXES OWED ARE $7215.10 WITH INTEREST AND COST TO BE ADDED. PARCEL# 0200A54549 OWNER PCT:100% 1.433 AC: TRACT A PER PLAT OF SURVEY #456299 PARCEL# 0200A54749 OWNER PCT:100% 2.650 AC: PARCEL 1 PER PLAT OF SURVEY#486299 1279652 WARD 5E 0320304622 <box>858 494 1054 590</box>
notice-entry-name: BENOIT, JOYCE <box>17 1054 87 1065</box>
notice-entry <box>1068 1368 1266 1432</box>
notice-entry-text: 3671 MAIN HWY BREAUX BRIDGE, LA 70517 TAXES OWED ARE $35.33 WITH INTEREST & COST TO BE ADDED. OWNER PCT:100% 0.17 AC: BEING PLOT 5-B PER PLAT OF SURVEY #463748 1201866 WARD 4W 0580013237 <box>648 904 836 968</box>
notice-entry <box>227 985 425 1091</box>
notice-entry-text: 107 TIMBERYN RIDGE BLVD LAFAYETTE, LA 70507 TAXES OWED ARE $56.32 WITH INTEREST & COST TO BE ADDED. OWNER PCT:100% 8.69 AC: LOT 4 PLAT A PLAT OF SURVEY #152203 1321557 WARD 5E 0520181271 <box>1068 603 1264 677</box>
notice-entry-text: 1116 CLAYTON SIMON ROAD BREAUX BRIDGE, LA 70517 TAXES OWED ARE $444.24 WITH INTEREST & COST TO BE ADDED. PARCEL# 0920C3008 OWNER PCT:100% LOT: LANDRY & QUIDRY, GUIDRY, THERIOT, PARISH RD. (SHOWN AS AREA = 7.05 AC) PER PLAT OF SURVEY #319001 PARCEL# 0820C3132 OWNER PCT:100% 5.14 ARPTS INCHES OR LESS) THIBODEAUX LANDRY, FRANCIS ROAD, THERIOT ET AL (TRACT 1 BEING TRACT 2 PER PLAT OF SURVEY #10272) 1025999 WARD 4E 0710018419 <box>17 343 212 481</box>
notice-entry-text: OWNER PCT:100% 2.37 AC: DESIGNATED AS OF TRACT 4-5-B-4 PER PLAT OF SURVEY #587968 1265925 WARD 5E 0320134351 <box>858 117 1051 148</box>
notice-entry-text: C/O ROBERT MCBRIDE 126 SAXON DRIVE LAFAYETTE, LA 705084624 TAXES OWED ARE $10.60 WITH INTEREST & COST TO BE ADDED. OWNER PCT:100% LOT: BREAUX, DOMENGEAUX, BROUSSARD, CHENIER (LOT DESCRIBED AS 40 ACRES MORE OR LESS AND BEING COMMONLY KNOWN AS THE "COLE BERNARD CORNER ESTATE") 1110500 WARD 4W 0780002255 <box>227 1470 416 1576</box>
notice-entry <box>438 515 635 578</box>
notice-entry-text: 920 BERNARD ST. BREAUX BRIDGE, LA 70517 TAXES OWED ARE $245.04 WITH INTEREST & COST TO BE ADDED. OWNER PCT:100% LOT: 120 X 12 LOT 26 OF ANGELLE ESTATES SUB. PER PLAT OF SURVEY #340788 1090700 WARD 4W 0900002044 <box>227 1178 424 1252</box>
notice-entry <box>17 483 215 557</box>
notice-entry <box>438 117 635 180</box>
notice-entry-text: 1137 EARLINE DRIVE BREAUX BRIDGE, LA 70517 TAXES OWED ARE $202.85 WITH INTEREST & COST TO BE ADDED. OWNER PCT:100% LOT: 37 OF SHADY ACRES SUB. 1133260 WARD 4W 0580025314 <box>437 514 631 578</box>
notice-entry-name: CELESTINE, LARRY GERARD <box>227 1178 357 1189</box>
notice-entry <box>227 747 425 822</box>
notice-entry <box>648 1304 845 1378</box>
notice-entry-text: P.O. BOX 22 CECILIA, LA 70521 TAXES OWED ARE $130.55 WITH INTEREST & COST TO BE ADDED. OWNER PCT:100% 0.41 AC: PARCEL B PLAT OF SURVEY #268413 1305835 WARD 5E 0420014752 <box>1068 127 1258 180</box>
notice-entry <box>438 353 635 438</box>
notice-entry <box>858 1518 1055 1593</box>
notice-entry <box>227 1340 425 1404</box>
notice-entry <box>17 117 215 191</box>
notice-entry-text: 1085 GIRL SCOUT ROAD BREAUX BRIDGE, LA 70517 TAXES OWED ARE $267.13 WITH INTEREST & COST TO BE ADDED. OWNER PCT:100% LOT: 11-B PLAT OF SURVEY #84691 1187460 WARD 4W 0660025821 <box>648 678 842 741</box>
notice-entry-text: 1030 DECKO ROAD BREAUX BRIDGE, LA 70517 TAXES OWED ARE $50.97 WITH INTEREST & COST TO BE ADDED. OWNER PCT:100% 1.00 AC: TRACT 2 PER PLAT OF SURVEY #435431 1205500 WARD 5 0790014651 <box>648 1152 844 1216</box>
notice-entry-text: 1362 HENDERSON HIGHWAY HENDERSON, LA 70517 TAXES OWED ARE $55.93 WITH INTEREST & COST TO BE ADDED. OWNER PCT:100% 21.20 AC: MORE OR LESS BEING PLOT 4 PER PLAT OF SURVEY #524503 1326555 WARD 5E 0430223645 <box>1068 959 1257 1033</box>
notice-entry <box>648 570 845 676</box>
notice-entry-text: P.O. BOX 352 BREAUX BRIDGE, LA 70517 TAXES OWED ARE $4732.42 WITH INTEREST & COST TO BE ADDED. OWNER PCT:100% LOT: BEING LOT 11-1 PER PLAT OF SURVEY#571967 1170605 <box>648 311 832 375</box>
notice-entry <box>858 1378 1055 1452</box>
notice-entry-name: GOULD, JASON SCOTT <box>1068 1433 1171 1444</box>
notice-entry <box>438 1217 635 1345</box>
notice-entry-text: 425 LAKEWOOD DRIVE BREAUX BRIDGE, LA 70517 TAXES OWED ARE $1771.65 WITH INTEREST & COST TO BE ADDED. OWNER PCT:100% LOT: 35 PRESTON BABINEAUX SUB. 1153693 WARD 4W 0580021288 <box>437 1108 632 1161</box>
notice-entry-text: VINCENT 1052 BERARD-DUMATRAIT ROAD, LOT 34 BREAUX BRIDGE, LA 70517 TAXES OWED ARE $2063.47 WITH INTEREST & COST TO BE ADDED. OWNER PCT:100% 1.664 AC: PLOT G-2-B PER PLAT OF SURVEY #567354 1049340 0420042211 <box>17 731 214 794</box>
notice-entry-name: MAMOU, AUSTIN JOSEPH & VESTER SASSAU MAMOU <box>437 1422 600 1443</box>
notice-entry <box>858 667 1055 731</box>
notice-entry-text: 1023-A 2 MILLER HWY BREAUX BRIDGE, LA 70517 TAXES OWED ARE $111.64 WITH INTEREST & COST TO BE ADDED. OWNER PCT:100% 1.052 AC: BEING PARCEL B PER PLAT OF SURVEY #567107 1176500 <box>648 505 840 568</box>
notice-entry-name: ANGELLE, ERROL BRYAN <box>648 1217 762 1227</box>
notice-entry-name: LOUISIANA FOUNDATION CONSTRUCTION ENTERPRISES LLC <box>437 1346 626 1367</box>
notice-entry-name: VINCENT, MICHAEL & KIMBERLY QUEBEDEAUX <box>17 720 161 741</box>
notice-entry-text: 1017 GERMELIS CALAIS ROAD BREAUX BRIDGE, LA 70517 TAXES OWED ARE $690.90 WITH INTEREST & COST TO BE ADDED. OWNER PCT:100% .9184 AC: ROBERTS, ROBERTS, ROAD, ROBINSON 1290505 <box>858 1205 1053 1269</box>
notice-entry <box>17 903 215 978</box>
notice-entry-name: FONTENOT, DONALD L. & VERLINE BERGERON FONTENOT <box>437 439 593 460</box>
notice-entry-text: 1362 HENDERSON HWY HENDERSON, LA 70517 TAXES OWED ARE $11.62 WITH INTEREST AND COST TO BE ADDED PARCEL# 0790001644 OWNER PCT:100% LOT: 95 X 414.6 BROUSSARD, BERGERON, MENDOZA, ROAD (LOT 3 TRACT 1/2OS 216.63) PARCEL# 0790002041 OWNER PCT:100% LOT: 336.95 X 195.7 BERGERON, BERGERON, BERGERON, BROUSSARD (LOT 5 TRACT 1) PARCEL# 0910000134 OWNER PCT:100% LOT: 162.3 X 143 HEBERT, BERGERON, BERGERON, BROUSSARD 1116075 WARD 4W 0490000439 <box>437 213 635 351</box>
notice-entry-name: O'MALLEY, THOMAS P. <box>648 376 748 387</box>
notice-entry-name: CALAIS, ODAM & JEANNE A. CALAIS <box>858 1378 1021 1388</box>
notice-entry-text: 1179 HENRI GUIDRY RD ARNAUDVILLE, LA 70512 TAXES OWED ARE $22.28 WITH INTEREST AND COST TO BE ADDED PARCEL# 0920C02146 OWNER PCT:100% LOT: 294 1/2 X 191 1/4 X 155.27 HOLLIER, GREEN OAKS SUB., ROAD, HWY 90 (BEING LOTS 1 & 2 PER PLAT OF SURVEY #25449) PARCEL# 0320C2A546 <box>648 1519 840 1605</box>
notice-entry-name: SAL PROPERTIES LLC <box>17 192 117 202</box>
header-title <box>395 23 888 85</box>
notice-entry-name: ANGELLE, RYNER JAMES <box>648 1379 762 1389</box>
notice-entry-text: 5360 BRIDGE STREET HWY ST. MARTINVILLE, LA 70582 TAXES OWED ARE $299.66 WITH INTEREST & COST TO BE ADDED. OWNER PCT:100% LOT: 100 X 100 MOUTON, BOUTTE, MAMOU, MAMOU PARCEL# 0660021947 OWNER PCT:100% LOT: 75 X 125 ROAD, MAMOU, MAMOU, HEBERT 1144915 WARD 4W 0660021238 <box>437 871 629 967</box>
notice-entry <box>1068 679 1266 753</box>
notice-entry-name: HEBERT, PATRICIA BREASSEAUX <box>437 580 587 590</box>
notice-entry-text: 227 RESS STREET BREAUX BRIDGE, LA 70517 TAXES OWED ARE $10.60 WITH INTEREST & COST TO BE ADDED. OWNER PCT:100% 3.96 AC: BEING TRACT 1-1-B PER PLAT OF SURVEY #478966 1156850 <box>437 1163 630 1216</box>
notice-entry-text: 2436-C CECILIA SR. HIGH SCHOOL HWY BREAUX BRIDGE, LA 70517 TAXES OWED ARE $1269.01 WITH INTEREST AND COST TO BE ADDED PARCEL# 0520009716 OWNER PCT:100% 20 AC: LOT 1, LOTS 4 & 5, CALAIS, CALAIS (BEING THE NORTHERN MOST 2 ACRES OF TRACT 1 PER PLAT OF SURVEY #256278) PARCEL# 0520009419 OWNER PCT:100% 3.432 AC: LOT 4, ANGELLE, CALAIS, LOT 2 (BEING LOT 5 PER PLAT OF SURVEY #256276) 1326073 WARD 5E 0420012220 <box>1068 754 1266 882</box>
notice-entry-name: BOREL, RANDALL JAMES <box>858 666 973 677</box>
notice-entry-name: CHAMPAGNE, FRANK EST. <box>227 1340 345 1350</box>
